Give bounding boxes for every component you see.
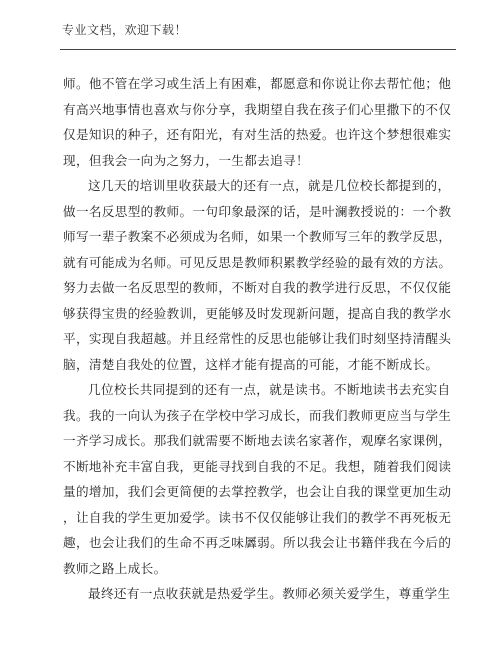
paragraph-1 [63,71,452,173]
text-line: 有高兴地事情也喜欢与你分享，我期望自我在孩子们心里撒下的不仅 [63,101,452,117]
text-line: 一齐学习成长。那我们就需要不断地去读名家著作，观摩名家课例， [63,433,452,448]
text-line: 量的增加，我们会更简便的去掌控教学，也会让自我的课堂更加生动 [63,484,452,499]
text-line: 这几天的培训里收获最大的还有一点，就是几位校长都提到的， [88,178,451,193]
text-line: 师。他不管在学习或生活上有困难，都愿意和你说让你去帮忙他；他 [63,76,452,91]
text-line: 平，实现自我超越。并且经常性的反思也能够让我们时刻坚持清醒头 [63,331,452,346]
header-divider [60,49,456,50]
text-line: 做一名反思型的教师。一句印象最深的话，是叶澜教授说的：一个教 [63,203,452,219]
paragraph-3 [63,377,452,581]
text-line: 我。我的一向认为孩子在学校中学习成长，而我们教师更应当与学生 [63,407,452,423]
text-line: 教师之路上成长。 [63,560,167,576]
document-body [63,71,452,607]
paragraph-2 [63,173,452,377]
text-line: 现，但我会一向为之努力，一生都去追寻！ [63,152,309,168]
text-line: 仅是知识的种子，还有阳光，有对生活的热爱。也许这个梦想很难实 [63,127,452,142]
text-line: 脑，清楚自我处的位置，这样才能有提高的可能，才能不断成长。 [63,356,439,372]
paragraph-4 [63,581,451,607]
text-line: 不断地补充丰富自我，更能寻找到自我的不足。我想，随着我们阅读 [63,458,452,474]
text-line: 趣，也会让我们的生命不再乏味羼弱。所以我会让书籍伴我在今后的 [63,535,452,550]
text-line: 就有可能成为名师。可见反思是教师积累教学经验的最有效的方法。 [63,254,452,270]
page-header: 专业文档，欢迎下载！ [62,23,188,37]
text-line: 努力去做一名反思型的教师，不断对自我的教学进行反思，不仅仅能 [63,280,452,295]
text-line: ，让自我的学生更加爱学。读书不仅仅能够让我们的教学不再死板无 [63,509,452,525]
text-line: 师写一辈子教案不必须成为名师，如果一个教师写三年的教学反思， [63,229,452,244]
text-line: 最终还有一点收获就是热爱学生。教师必须关爱学生，尊重学生 [88,586,451,601]
text-line: 够获得宝贵的经验教训，更能够及时发现新问题，提高自我的教学水 [63,305,452,321]
text-line: 几位校长共同提到的还有一点，就是读书。不断地读书去充实自 [88,382,451,397]
